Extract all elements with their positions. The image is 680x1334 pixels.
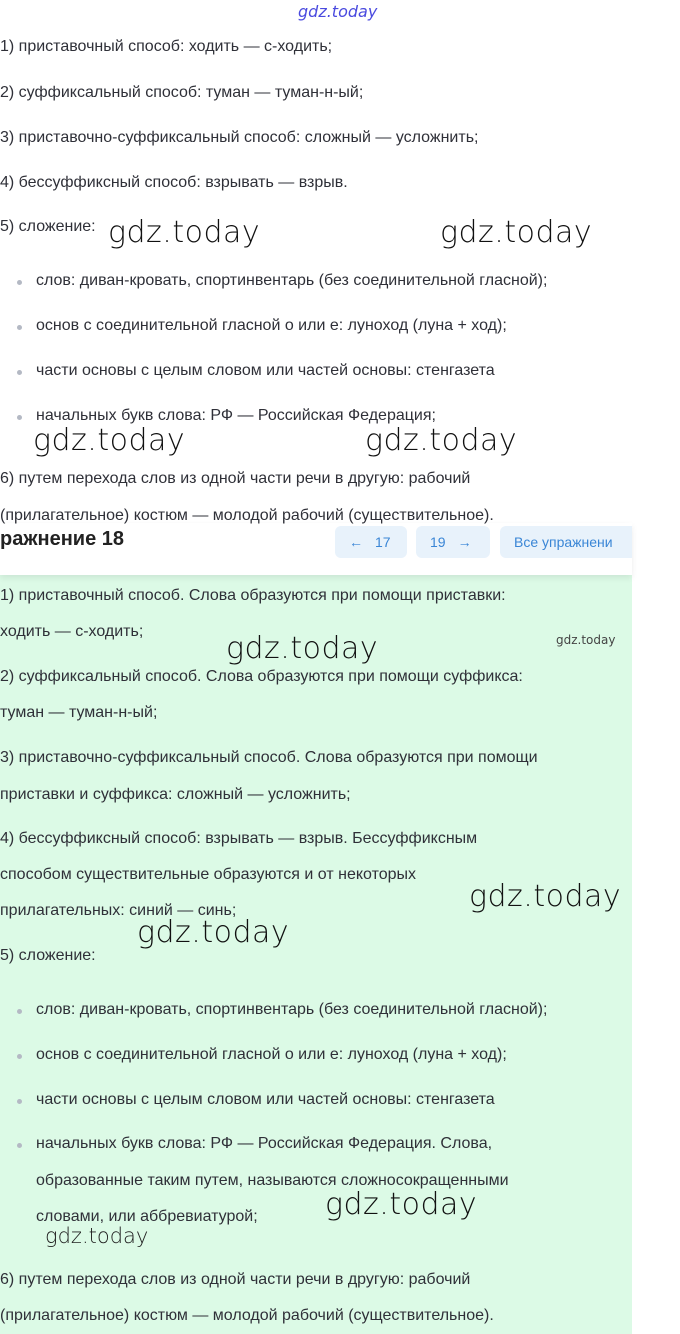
list-item: части основы с целым словом или частей основы: стенгазета [36, 1091, 495, 1108]
text-line: 2) суффиксальный способ. Слова образуются при помощи суффикса: [0, 668, 523, 685]
next-exercise-button[interactable] [416, 526, 490, 558]
watermark: gdz.today [440, 215, 593, 250]
text-line: 1) приставочный способ. Слова образуются при помощи приставки: [0, 587, 506, 604]
watermark: gdz.today [298, 2, 378, 21]
list-item: части основы с целым словом или частей основы: стенгазета [36, 362, 495, 379]
text-line: (прилагательное) костюм — молодой рабочий (существительное). [0, 507, 494, 524]
text-line: 3) приставочно-суффиксальный способ: сложный — усложнить; [0, 129, 479, 146]
text-line: 2) суффиксальный способ: туман — туман-н-ый; [0, 84, 364, 101]
watermark: gdz.today [45, 1224, 149, 1248]
all-exercises-button[interactable] [500, 526, 632, 558]
list-item: слов: диван-кровать, спортинвентарь (без соединительной гласной); [36, 1001, 548, 1018]
prev-exercise-button[interactable] [335, 526, 407, 558]
text-line: 6) путем перехода слов из одной части речи в другую: рабочий [0, 1271, 471, 1288]
bullet-dot [17, 325, 22, 330]
list-item: начальных букв слова: РФ — Российская Федерация; [36, 407, 436, 424]
bullet-dot [17, 1143, 22, 1148]
list-item: основ с соединительной гласной о или е: луноход (луна + ход); [36, 1046, 507, 1063]
watermark: gdz.today [33, 423, 186, 458]
arrow-right-icon: → [457, 534, 472, 550]
text-line: 1) приставочный способ: ходить — с-ходить; [0, 38, 333, 55]
bullet-dot [17, 1009, 22, 1014]
bullet-dot [17, 1054, 22, 1059]
exercise-title: ражнение 18 [0, 528, 125, 550]
prev-exercise-label: 17 [375, 534, 391, 550]
list-item: основ с соединительной гласной о или е: луноход (луна + ход); [36, 317, 507, 334]
list-item-continuation: словами, или аббревиатурой; [36, 1208, 258, 1225]
watermark: gdz.today [469, 879, 622, 914]
all-exercises-label: Все упражнени [514, 534, 613, 550]
watermark: gdz.today [556, 633, 616, 647]
watermark: gdz.today [325, 1187, 478, 1222]
list-item: начальных букв слова: РФ — Российская Федерация. Слова, [36, 1135, 493, 1152]
text-line: 4) бессуффиксный способ: взрывать — взрыв. [0, 174, 348, 191]
text-line: 4) бессуффиксный способ: взрывать — взрыв. Бессуффиксным [0, 830, 478, 847]
list-item-continuation: образованные таким путем, называются сложносокращенными [36, 1172, 509, 1189]
bullet-dot [17, 415, 22, 420]
bullet-dot [17, 1099, 22, 1104]
list-item: слов: диван-кровать, спортинвентарь (без соединительной гласной); [36, 272, 548, 289]
bullet-dot [17, 370, 22, 375]
watermark: gdz.today [365, 423, 518, 458]
text-line: (прилагательное) костюм — молодой рабочий (существительное). [0, 1307, 494, 1324]
next-exercise-label: 19 [430, 534, 446, 550]
arrow-left-icon: ← [349, 534, 363, 550]
text-line: туман — туман-н-ый; [0, 704, 158, 721]
text-line: прилагательных: синий — синь; [0, 902, 237, 919]
text-line: 5) сложение: [0, 218, 96, 235]
watermark: gdz.today [108, 215, 261, 250]
watermark: gdz.today [137, 915, 290, 950]
bullet-dot [17, 280, 22, 285]
watermark: gdz.today [226, 631, 379, 666]
text-line: 3) приставочно-суффиксальный способ. Слова образуются при помощи [0, 749, 538, 766]
text-line: 6) путем перехода слов из одной части речи в другую: рабочий [0, 470, 471, 487]
text-line: ходить — с-ходить; [0, 623, 144, 640]
text-line: способом существительные образуются и от некоторых [0, 866, 417, 883]
text-line: 5) сложение: [0, 947, 96, 964]
text-line: приставки и суффикса: сложный — усложнить; [0, 786, 351, 803]
